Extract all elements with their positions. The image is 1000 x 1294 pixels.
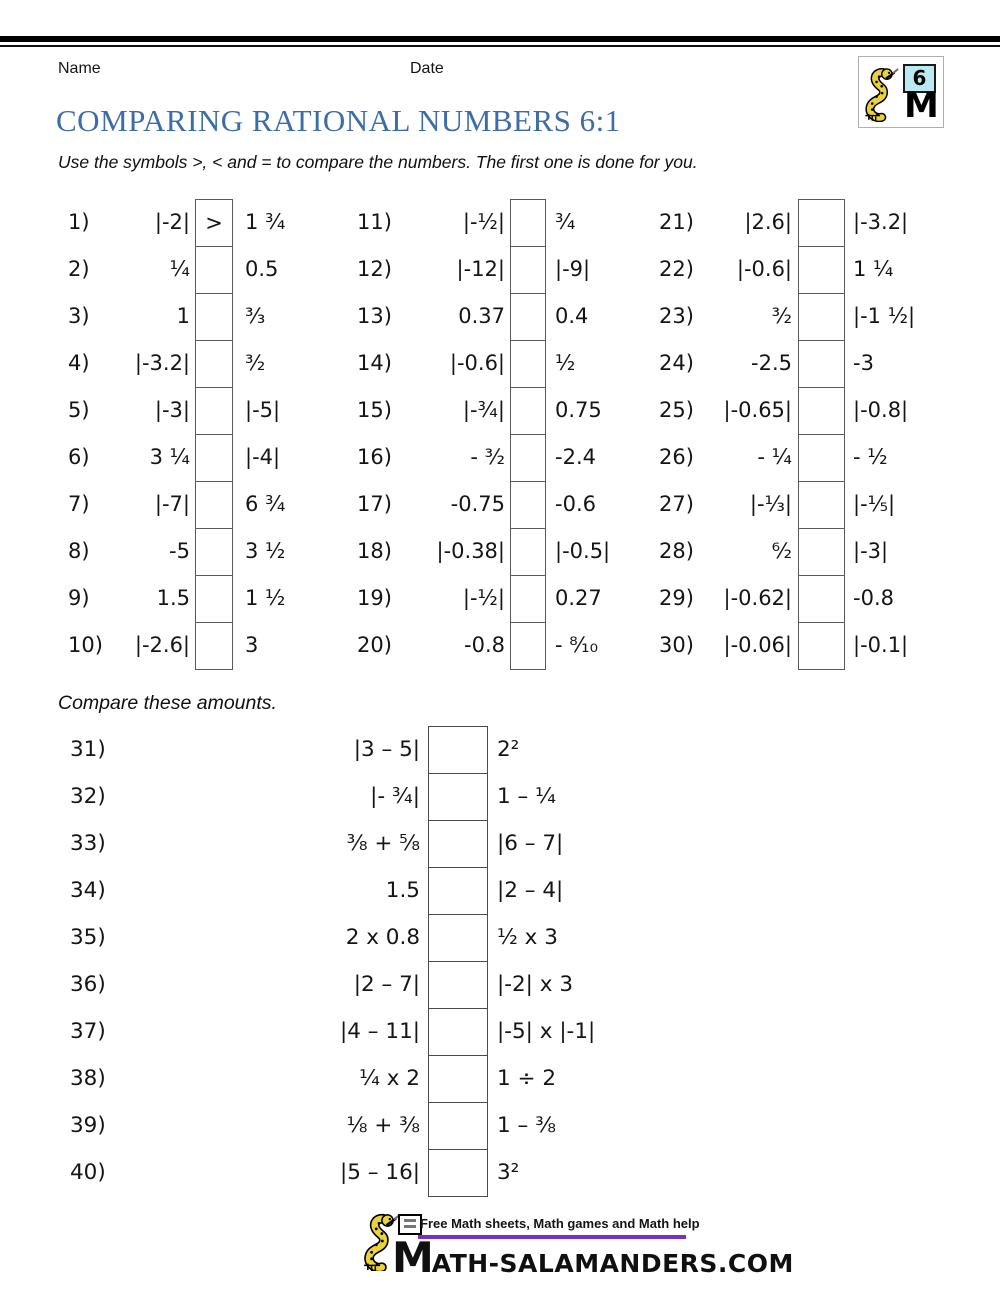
- problem-row: [340, 340, 650, 387]
- problem-row: [50, 387, 360, 434]
- answer-box[interactable]: [798, 622, 845, 670]
- problem-number: 33): [70, 831, 106, 856]
- answer-box[interactable]: [195, 293, 233, 341]
- answer-box[interactable]: [510, 481, 546, 529]
- right-operand: ½: [555, 351, 576, 375]
- right-operand: |2 – 4|: [497, 878, 564, 903]
- left-operand: |2.6|: [744, 210, 792, 234]
- problem-number: 25): [659, 398, 694, 422]
- left-operand: |-2.6|: [134, 633, 190, 657]
- problem-row: [50, 340, 360, 387]
- problem-number: 31): [70, 737, 106, 762]
- left-operand: |-0.62|: [723, 586, 792, 610]
- grade-number-box: 6: [903, 64, 936, 93]
- problem-row: [340, 387, 650, 434]
- salamander-mascot-icon: [861, 66, 899, 122]
- answer-box[interactable]: [428, 914, 488, 962]
- left-operand: ³⁄₈ + ⁵⁄₈: [346, 831, 420, 856]
- right-operand: |-5|: [245, 398, 281, 422]
- left-operand: ³⁄₂: [771, 304, 792, 328]
- problem-number: 10): [68, 633, 103, 657]
- left-operand: |-7|: [154, 492, 190, 516]
- problem-number: 12): [357, 257, 392, 281]
- problem-number: 7): [68, 492, 90, 516]
- right-operand: |-0.5|: [555, 539, 611, 563]
- answer-box[interactable]: [428, 961, 488, 1009]
- problem-number: 2): [68, 257, 90, 281]
- right-operand: - ½: [853, 445, 888, 469]
- answer-box[interactable]: [195, 340, 233, 388]
- site-name-text: ATH-SALAMANDERS.COM: [431, 1249, 794, 1278]
- problem-row: [640, 199, 950, 246]
- answer-box[interactable]: [510, 528, 546, 576]
- problem-row: [640, 622, 950, 669]
- problem-number: 24): [659, 351, 694, 375]
- date-label: Date: [410, 60, 444, 77]
- problem-row: [50, 246, 360, 293]
- answer-box[interactable]: [428, 1102, 488, 1150]
- left-operand: |-12|: [456, 257, 505, 281]
- problem-row: [50, 575, 360, 622]
- right-operand: |-2| x 3: [497, 972, 573, 997]
- right-operand: 0.27: [555, 586, 602, 610]
- problem-row: [640, 528, 950, 575]
- problem-number: 16): [357, 445, 392, 469]
- left-operand: |-3|: [154, 398, 190, 422]
- problem-row: [50, 199, 360, 246]
- left-operand: 1.5: [385, 878, 420, 903]
- problem-row: [50, 434, 360, 481]
- right-operand: - ⁸⁄₁₀: [555, 633, 599, 657]
- answer-box[interactable]: [510, 434, 546, 482]
- answer-box[interactable]: [798, 528, 845, 576]
- right-operand: 1 – ¼: [497, 784, 556, 809]
- left-operand: |-2|: [154, 210, 190, 234]
- left-operand: |- ¾|: [370, 784, 420, 809]
- right-operand: |-9|: [555, 257, 591, 281]
- problem-number: 40): [70, 1160, 106, 1185]
- problem-number: 23): [659, 304, 694, 328]
- problem-number: 9): [68, 586, 90, 610]
- left-operand: - ³⁄₂: [470, 445, 505, 469]
- answer-box[interactable]: [510, 622, 546, 670]
- problem-number: 35): [70, 925, 106, 950]
- right-operand: 0.4: [555, 304, 589, 328]
- right-operand: 3 ½: [245, 539, 286, 563]
- problem-number: 6): [68, 445, 90, 469]
- right-operand: ³⁄₂: [245, 351, 266, 375]
- problem-row: [0, 1008, 1000, 1055]
- page-title: COMPARING RATIONAL NUMBERS 6:1: [56, 103, 621, 138]
- problem-number: 15): [357, 398, 392, 422]
- problem-number: 26): [659, 445, 694, 469]
- left-operand: |-¹⁄₃|: [749, 492, 792, 516]
- answer-box[interactable]: [510, 340, 546, 388]
- right-operand: |-5| x |-1|: [497, 1019, 596, 1044]
- problem-row: [340, 199, 650, 246]
- answer-box[interactable]: [798, 481, 845, 529]
- top-rule: [0, 36, 1000, 42]
- grid-column-2: [340, 199, 650, 669]
- answer-box[interactable]: [428, 1008, 488, 1056]
- problem-number: 18): [357, 539, 392, 563]
- right-operand: 3: [245, 633, 259, 657]
- problem-row: [640, 340, 950, 387]
- left-operand: 2 x 0.8: [345, 925, 420, 950]
- problem-number: 5): [68, 398, 90, 422]
- problem-row: [340, 246, 650, 293]
- right-operand: 6 ¾: [245, 492, 286, 516]
- answer-box[interactable]: [798, 246, 845, 294]
- left-operand: |-0.6|: [736, 257, 792, 281]
- right-operand: 1 ¾: [245, 210, 286, 234]
- answer-box[interactable]: [428, 773, 488, 821]
- problem-number: 36): [70, 972, 106, 997]
- problem-row: [50, 528, 360, 575]
- problem-row: [340, 528, 650, 575]
- problem-row: [640, 434, 950, 481]
- answer-box[interactable]: [510, 246, 546, 294]
- left-operand: 3 ¼: [149, 445, 190, 469]
- answer-box[interactable]: [798, 434, 845, 482]
- problem-number: 14): [357, 351, 392, 375]
- answer-box[interactable]: [195, 575, 233, 623]
- answer-box[interactable]: [428, 867, 488, 915]
- left-operand: |-½|: [462, 210, 505, 234]
- problem-row: [0, 914, 1000, 961]
- problem-number: 3): [68, 304, 90, 328]
- problem-row: [0, 1102, 1000, 1149]
- problem-row: [340, 434, 650, 481]
- answer-box[interactable]: [798, 340, 845, 388]
- right-operand: ¾: [555, 210, 576, 234]
- problem-row: [50, 481, 360, 528]
- problem-number: 39): [70, 1113, 106, 1138]
- answer-box[interactable]: [510, 293, 546, 341]
- right-operand: 1 ÷ 2: [497, 1066, 557, 1091]
- answer-box[interactable]: [195, 387, 233, 435]
- problem-row: [0, 961, 1000, 1008]
- right-operand: -0.8: [853, 586, 894, 610]
- problem-row: [0, 773, 1000, 820]
- problem-number: 37): [70, 1019, 106, 1044]
- left-operand: -0.8: [464, 633, 505, 657]
- right-operand: -2.4: [555, 445, 596, 469]
- problem-number: 19): [357, 586, 392, 610]
- footer-tagline: Free Math sheets, Math games and Math help: [420, 1216, 700, 1231]
- easel-board: [398, 1214, 422, 1235]
- problem-row: [640, 293, 950, 340]
- left-operand: -0.75: [450, 492, 505, 516]
- right-operand: 1 – ⅜: [497, 1113, 556, 1138]
- problem-number: 1): [68, 210, 90, 234]
- problem-row: [0, 867, 1000, 914]
- right-operand: -3: [853, 351, 874, 375]
- right-operand: |-4|: [245, 445, 281, 469]
- problem-number: 28): [659, 539, 694, 563]
- problem-number: 30): [659, 633, 694, 657]
- answer-box[interactable]: [510, 387, 546, 435]
- top-rule-thin: [0, 45, 1000, 47]
- right-operand: 1 ½: [245, 586, 286, 610]
- right-operand: |-¹⁄₅|: [853, 492, 896, 516]
- right-operand: |-0.1|: [853, 633, 909, 657]
- answer-box[interactable]: [510, 199, 546, 247]
- left-operand: ⁶⁄₂: [771, 539, 792, 563]
- m-logo-icon: M: [904, 86, 937, 126]
- instruction-text: Use the symbols >, < and = to compare the numbers. The first one is done for you.: [58, 152, 698, 172]
- answer-box[interactable]: >: [195, 199, 233, 247]
- footer-logo: [0, 1205, 1000, 1285]
- problem-row: [0, 726, 1000, 773]
- left-operand: -2.5: [751, 351, 792, 375]
- problem-number: 22): [659, 257, 694, 281]
- answer-box[interactable]: [195, 246, 233, 294]
- left-operand: |-¾|: [462, 398, 505, 422]
- right-operand: 0.5: [245, 257, 279, 281]
- left-operand: |-3.2|: [134, 351, 190, 375]
- compare-section-heading: Compare these amounts.: [58, 692, 277, 714]
- right-operand: |-0.8|: [853, 398, 909, 422]
- problem-number: 4): [68, 351, 90, 375]
- answer-box[interactable]: [798, 575, 845, 623]
- answer-box[interactable]: [428, 726, 488, 774]
- problem-number: 27): [659, 492, 694, 516]
- left-operand: |-0.65|: [723, 398, 792, 422]
- left-operand: |3 – 5|: [353, 737, 420, 762]
- problem-number: 38): [70, 1066, 106, 1091]
- left-operand: ⅛ + ⅜: [346, 1113, 420, 1138]
- left-operand: ¼: [169, 257, 190, 281]
- site-m-logo: M: [392, 1233, 432, 1282]
- answer-box[interactable]: [798, 387, 845, 435]
- left-operand: |-0.06|: [723, 633, 792, 657]
- right-operand: |-3|: [853, 539, 889, 563]
- left-operand: |4 – 11|: [340, 1019, 420, 1044]
- answer-box[interactable]: [195, 481, 233, 529]
- left-operand: |-0.38|: [436, 539, 505, 563]
- right-operand: 1 ¼: [853, 257, 894, 281]
- problem-number: 13): [357, 304, 392, 328]
- problem-number: 34): [70, 878, 106, 903]
- site-name: [392, 1233, 794, 1282]
- left-operand: ¼ x 2: [359, 1066, 420, 1091]
- left-operand: |2 – 7|: [353, 972, 420, 997]
- problem-number: 29): [659, 586, 694, 610]
- left-operand: |5 – 16|: [340, 1160, 420, 1185]
- problem-row: [340, 575, 650, 622]
- right-operand: 2²: [497, 737, 520, 762]
- right-operand: |-3.2|: [853, 210, 909, 234]
- answer-box[interactable]: [195, 622, 233, 670]
- problem-row: [340, 481, 650, 528]
- problem-number: 17): [357, 492, 392, 516]
- grid-column-3: [640, 199, 950, 669]
- problem-row: [50, 622, 360, 669]
- problem-row: [340, 293, 650, 340]
- name-label: Name: [58, 60, 101, 77]
- grid-column-1: [50, 199, 360, 669]
- left-operand: 1: [176, 304, 190, 328]
- problem-number: 32): [70, 784, 106, 809]
- answer-box[interactable]: [798, 199, 845, 247]
- problem-row: [640, 387, 950, 434]
- right-operand: |6 – 7|: [497, 831, 564, 856]
- left-operand: 1.5: [156, 586, 190, 610]
- answer-box[interactable]: [510, 575, 546, 623]
- left-operand: 0.37: [458, 304, 505, 328]
- right-operand: 0.75: [555, 398, 602, 422]
- answer-box[interactable]: [428, 1055, 488, 1103]
- problem-row: [640, 575, 950, 622]
- left-operand: - ¼: [757, 445, 792, 469]
- right-operand: ³⁄₃: [245, 304, 266, 328]
- problem-number: 20): [357, 633, 392, 657]
- grade-badge: [858, 56, 944, 128]
- problems-grid: [0, 199, 1000, 669]
- answer-box[interactable]: [798, 293, 845, 341]
- right-operand: 3²: [497, 1160, 520, 1185]
- answer-box[interactable]: [428, 820, 488, 868]
- problem-row: [50, 293, 360, 340]
- problem-row: [640, 246, 950, 293]
- answer-box[interactable]: [428, 1149, 488, 1197]
- problem-number: 11): [357, 210, 392, 234]
- left-operand: |-0.6|: [449, 351, 505, 375]
- problem-row: [640, 481, 950, 528]
- problem-row: [0, 1055, 1000, 1102]
- compare-rows: [0, 726, 1000, 1196]
- problem-number: 8): [68, 539, 90, 563]
- right-operand: |-1 ½|: [853, 304, 916, 328]
- right-operand: ½ x 3: [497, 925, 558, 950]
- answer-box[interactable]: [195, 434, 233, 482]
- problem-number: 21): [659, 210, 694, 234]
- left-operand: -5: [169, 539, 190, 563]
- problem-row: [0, 1149, 1000, 1196]
- right-operand: -0.6: [555, 492, 596, 516]
- answer-box[interactable]: [195, 528, 233, 576]
- left-operand: |-½|: [462, 586, 505, 610]
- problem-row: [340, 622, 650, 669]
- problem-row: [0, 820, 1000, 867]
